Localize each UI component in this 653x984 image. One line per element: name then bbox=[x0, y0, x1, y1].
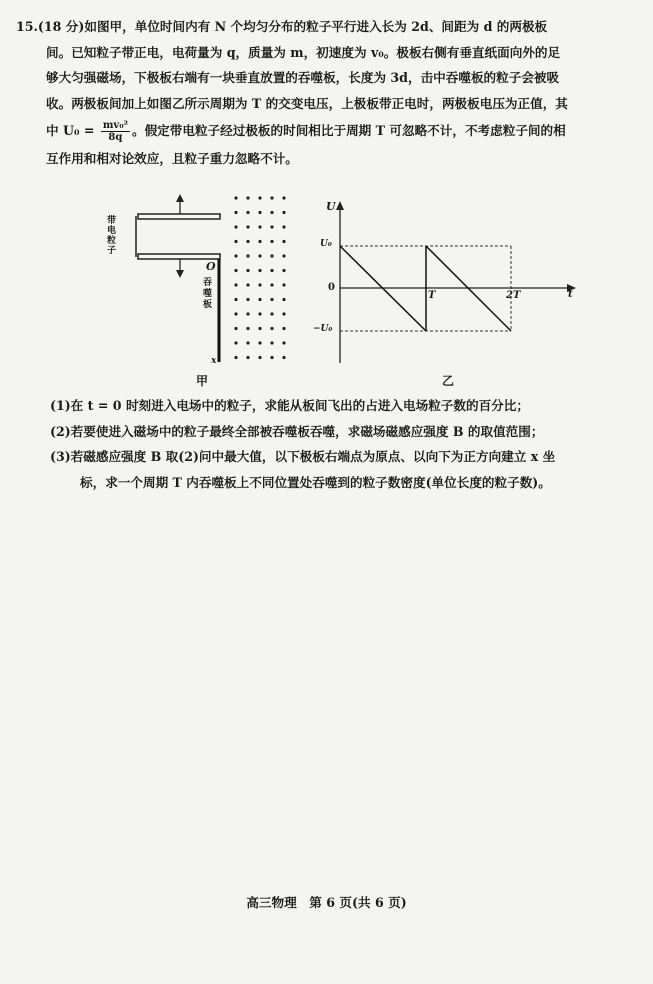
magnetic-field-dots bbox=[234, 196, 285, 359]
field-dot bbox=[282, 211, 285, 214]
problem-line-2: 间。已知粒子带正电，电荷量为 q，质量为 m，初速度为 v₀。极板右侧有垂直纸面向外的足 bbox=[46, 44, 561, 60]
particles-char-1: 带 bbox=[107, 216, 117, 226]
field-dot bbox=[282, 269, 285, 272]
particles-char-3: 粒 bbox=[107, 236, 117, 246]
figure-a-diagram bbox=[100, 190, 300, 370]
field-dot bbox=[258, 254, 261, 257]
problem-statement bbox=[16, 14, 638, 172]
upper-plate bbox=[138, 214, 220, 219]
problem-line-3: 够大匀强磁场，下极板右端有一块垂直放置的吞噬板，长度为 3d，击中吞噬板的粒子会被吸 bbox=[46, 70, 560, 85]
field-dot bbox=[282, 356, 285, 359]
figure-b-graph bbox=[315, 198, 585, 368]
field-dot bbox=[234, 269, 237, 272]
question-1: (1)在 t = 0 时刻进入电场中的粒子，求能从板间飞出的占进入电场粒子数的百分比； bbox=[50, 398, 529, 413]
questions bbox=[50, 393, 640, 495]
lower-plate bbox=[138, 254, 220, 259]
u-axis-arrow bbox=[336, 201, 344, 210]
field-dot bbox=[270, 356, 273, 359]
question-3-cont: 标，求一个周期 T 内吞噬板上不同位置处吞噬到的粒子数密度(单位长度的粒子数)。 bbox=[80, 474, 551, 490]
field-dot bbox=[282, 225, 285, 228]
field-dot bbox=[246, 356, 249, 359]
field-dot bbox=[270, 312, 273, 315]
field-dot bbox=[246, 327, 249, 330]
field-dot bbox=[234, 225, 237, 228]
figure-b-caption: 乙 bbox=[442, 374, 455, 388]
absorber-char-3: 板 bbox=[203, 300, 213, 310]
question-3: (3)若磁感应强度 B 取(2)问中最大值，以下极板右端点为原点、以向下为正方向建立 x 坐 bbox=[50, 449, 556, 464]
field-dot bbox=[234, 211, 237, 214]
particles-label bbox=[107, 216, 117, 256]
field-dot bbox=[258, 283, 261, 286]
field-dot bbox=[282, 312, 285, 315]
t-tick-T: T bbox=[428, 290, 436, 301]
field-dot bbox=[282, 254, 285, 257]
upper-lead-arrow bbox=[176, 194, 184, 202]
field-dot bbox=[270, 341, 273, 344]
field-dot bbox=[282, 298, 285, 301]
formula-fraction bbox=[101, 120, 130, 143]
particles-char-4: 子 bbox=[107, 246, 117, 256]
problem-number: 15. bbox=[16, 19, 38, 34]
field-dot bbox=[270, 298, 273, 301]
particles-char-2: 电 bbox=[107, 226, 117, 236]
field-dot bbox=[270, 225, 273, 228]
field-dot bbox=[234, 240, 237, 243]
neg-u0-tick: −U₀ bbox=[313, 324, 333, 334]
field-dot bbox=[282, 283, 285, 286]
field-dot bbox=[282, 341, 285, 344]
field-dot bbox=[258, 196, 261, 199]
formula-denominator: 8q bbox=[108, 132, 123, 143]
field-dot bbox=[270, 196, 273, 199]
u-axis-label: U bbox=[326, 200, 336, 213]
field-dot bbox=[258, 269, 261, 272]
field-dot bbox=[234, 196, 237, 199]
field-dot bbox=[234, 341, 237, 344]
absorber-label bbox=[203, 278, 213, 311]
field-dot bbox=[246, 298, 249, 301]
field-dot bbox=[234, 283, 237, 286]
problem-points: (18 分) bbox=[37, 19, 85, 34]
field-dot bbox=[258, 211, 261, 214]
field-dot bbox=[270, 240, 273, 243]
problem-line-4: 收。两极板间加上如图乙所示周期为 T 的交变电压，上极板带正电时，两极板电压为正值，其 bbox=[46, 95, 568, 111]
formula-suffix: 。假定带电粒子经过极板的时间相比于周期 T 可忽略不计，不考虑粒子间的相 bbox=[131, 123, 566, 138]
formula-prefix: 中 U₀ = bbox=[46, 123, 99, 138]
field-dot bbox=[258, 327, 261, 330]
field-dot bbox=[282, 240, 285, 243]
lower-lead-arrow bbox=[176, 270, 184, 278]
absorber-char-1: 吞 bbox=[203, 278, 213, 288]
field-dot bbox=[282, 196, 285, 199]
field-dot bbox=[258, 312, 261, 315]
field-dot bbox=[246, 312, 249, 315]
t-tick-2T: 2T bbox=[506, 290, 521, 301]
field-dot bbox=[246, 254, 249, 257]
field-dot bbox=[270, 254, 273, 257]
problem-line-5 bbox=[16, 116, 638, 146]
field-dot bbox=[258, 356, 261, 359]
field-dot bbox=[258, 298, 261, 301]
problem-text-1: 如图甲，单位时间内有 N 个均匀分布的粒子平行进入长为 2d、间距为 d 的两极板 bbox=[84, 19, 548, 34]
figure-a-caption: 甲 bbox=[196, 374, 209, 388]
field-dot bbox=[270, 327, 273, 330]
zero-tick: 0 bbox=[328, 282, 335, 293]
field-dot bbox=[258, 341, 261, 344]
field-dot bbox=[246, 196, 249, 199]
field-dot bbox=[234, 327, 237, 330]
field-dot bbox=[246, 341, 249, 344]
field-dot bbox=[246, 225, 249, 228]
field-dot bbox=[234, 298, 237, 301]
field-dot bbox=[258, 240, 261, 243]
formula-numerator: mv₀² bbox=[102, 120, 128, 131]
field-dot bbox=[246, 269, 249, 272]
field-dot bbox=[246, 283, 249, 286]
field-dot bbox=[234, 312, 237, 315]
field-dot bbox=[270, 283, 273, 286]
field-dot bbox=[258, 225, 261, 228]
field-dot bbox=[270, 269, 273, 272]
u0-tick: U₀ bbox=[320, 239, 332, 249]
field-dot bbox=[270, 211, 273, 214]
page-footer: 高三物理 第 6 页(共 6 页) bbox=[246, 895, 407, 910]
problem-line-6: 互作用和相对论效应，且粒子重力忽略不计。 bbox=[46, 151, 298, 166]
x-axis-label: x bbox=[211, 356, 217, 366]
field-dot bbox=[234, 356, 237, 359]
field-dot bbox=[234, 254, 237, 257]
origin-label: O bbox=[206, 260, 216, 273]
question-2: (2)若要使进入磁场中的粒子最终全部被吞噬板吞噬，求磁场磁感应强度 B 的取值范围； bbox=[50, 423, 544, 439]
field-dot bbox=[282, 327, 285, 330]
field-dot bbox=[246, 240, 249, 243]
problem-line-1 bbox=[16, 14, 638, 40]
absorber-char-2: 噬 bbox=[203, 289, 213, 299]
field-dot bbox=[246, 211, 249, 214]
t-axis-label: t bbox=[568, 289, 573, 300]
